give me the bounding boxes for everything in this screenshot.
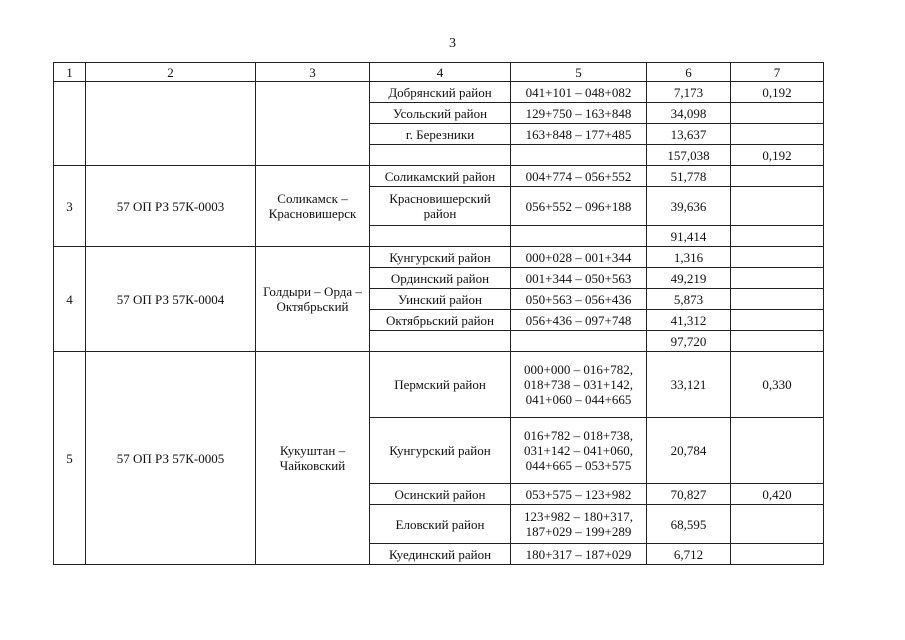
length-total-cell: 157,038: [647, 145, 731, 166]
range-cell: 123+982 – 180+317, 187+029 – 199+289: [511, 505, 647, 544]
range-cell: [511, 145, 647, 166]
road-name: [256, 82, 370, 166]
range-cell: [511, 331, 647, 352]
range-cell: 041+101 – 048+082: [511, 82, 647, 103]
header-cell: 6: [647, 63, 731, 82]
district-cell: Еловский район: [370, 505, 511, 544]
extra-cell: 0,192: [731, 82, 824, 103]
header-cell: 7: [731, 63, 824, 82]
district-cell: Кунгурский район: [370, 418, 511, 484]
road-number: 5: [54, 352, 86, 565]
extra-cell: 0,420: [731, 484, 824, 505]
road-code: 57 ОП РЗ 57К-0005: [86, 352, 256, 565]
table-row: [54, 82, 824, 103]
road-name: Кукуштан – Чайковский: [256, 352, 370, 565]
extra-cell: [731, 289, 824, 310]
district-cell: Октябрьский район: [370, 310, 511, 331]
length-cell: 5,873: [647, 289, 731, 310]
header-cell: 5: [511, 63, 647, 82]
range-cell: 053+575 – 123+982: [511, 484, 647, 505]
district-cell: Усольский район: [370, 103, 511, 124]
road-number: [54, 82, 86, 166]
district-cell: Добрянский район: [370, 82, 511, 103]
road-code: 57 ОП РЗ 57К-0003: [86, 166, 256, 247]
range-cell: 000+028 – 001+344: [511, 247, 647, 268]
road-code: [86, 82, 256, 166]
range-cell: 056+436 – 097+748: [511, 310, 647, 331]
table-row: [54, 352, 824, 418]
length-cell: 20,784: [647, 418, 731, 484]
length-total-cell: 91,414: [647, 226, 731, 247]
extra-total-cell: [731, 226, 824, 247]
road-code: 57 ОП РЗ 57К-0004: [86, 247, 256, 352]
road-name: Голдыри – Орда – Октябрьский: [256, 247, 370, 352]
length-cell: 51,778: [647, 166, 731, 187]
range-cell: 180+317 – 187+029: [511, 544, 647, 565]
district-cell: Кунгурский район: [370, 247, 511, 268]
header-cell: 4: [370, 63, 511, 82]
range-cell: 050+563 – 056+436: [511, 289, 647, 310]
district-cell: [370, 331, 511, 352]
length-cell: 41,312: [647, 310, 731, 331]
district-cell: г. Березники: [370, 124, 511, 145]
extra-cell: [731, 544, 824, 565]
district-cell: [370, 145, 511, 166]
table-row: [54, 247, 824, 268]
district-cell: Пермский район: [370, 352, 511, 418]
range-cell: 129+750 – 163+848: [511, 103, 647, 124]
district-cell: [370, 226, 511, 247]
extra-cell: [731, 268, 824, 289]
table-row: [54, 166, 824, 187]
length-cell: 68,595: [647, 505, 731, 544]
range-cell: 000+000 – 016+782, 018+738 – 031+142, 041+060 – 044+665: [511, 352, 647, 418]
header-row: [54, 63, 824, 82]
length-cell: 13,637: [647, 124, 731, 145]
extra-cell: [731, 103, 824, 124]
district-cell: Ординский район: [370, 268, 511, 289]
length-cell: 34,098: [647, 103, 731, 124]
district-cell: Соликамский район: [370, 166, 511, 187]
extra-cell: [731, 247, 824, 268]
length-cell: 33,121: [647, 352, 731, 418]
extra-cell: [731, 505, 824, 544]
extra-total-cell: [731, 331, 824, 352]
header-cell: 2: [86, 63, 256, 82]
range-cell: 163+848 – 177+485: [511, 124, 647, 145]
length-total-cell: 97,720: [647, 331, 731, 352]
extra-total-cell: 0,192: [731, 145, 824, 166]
road-table: [53, 62, 824, 565]
length-cell: 1,316: [647, 247, 731, 268]
district-cell: Красновишерский район: [370, 187, 511, 226]
road-name: Соликамск – Красновишерск: [256, 166, 370, 247]
range-cell: 056+552 – 096+188: [511, 187, 647, 226]
length-cell: 70,827: [647, 484, 731, 505]
range-cell: 016+782 – 018+738, 031+142 – 041+060, 044+665 – 053+575: [511, 418, 647, 484]
road-number: 3: [54, 166, 86, 247]
extra-cell: [731, 166, 824, 187]
extra-cell: [731, 418, 824, 484]
length-cell: 7,173: [647, 82, 731, 103]
extra-cell: 0,330: [731, 352, 824, 418]
extra-cell: [731, 187, 824, 226]
range-cell: 001+344 – 050+563: [511, 268, 647, 289]
district-cell: Уинский район: [370, 289, 511, 310]
extra-cell: [731, 310, 824, 331]
header-cell: 3: [256, 63, 370, 82]
length-cell: 49,219: [647, 268, 731, 289]
length-cell: 6,712: [647, 544, 731, 565]
district-cell: Куединский район: [370, 544, 511, 565]
page-number: 3: [449, 36, 456, 51]
range-cell: 004+774 – 056+552: [511, 166, 647, 187]
road-number: 4: [54, 247, 86, 352]
header-cell: 1: [54, 63, 86, 82]
extra-cell: [731, 124, 824, 145]
range-cell: [511, 226, 647, 247]
length-cell: 39,636: [647, 187, 731, 226]
district-cell: Осинский район: [370, 484, 511, 505]
